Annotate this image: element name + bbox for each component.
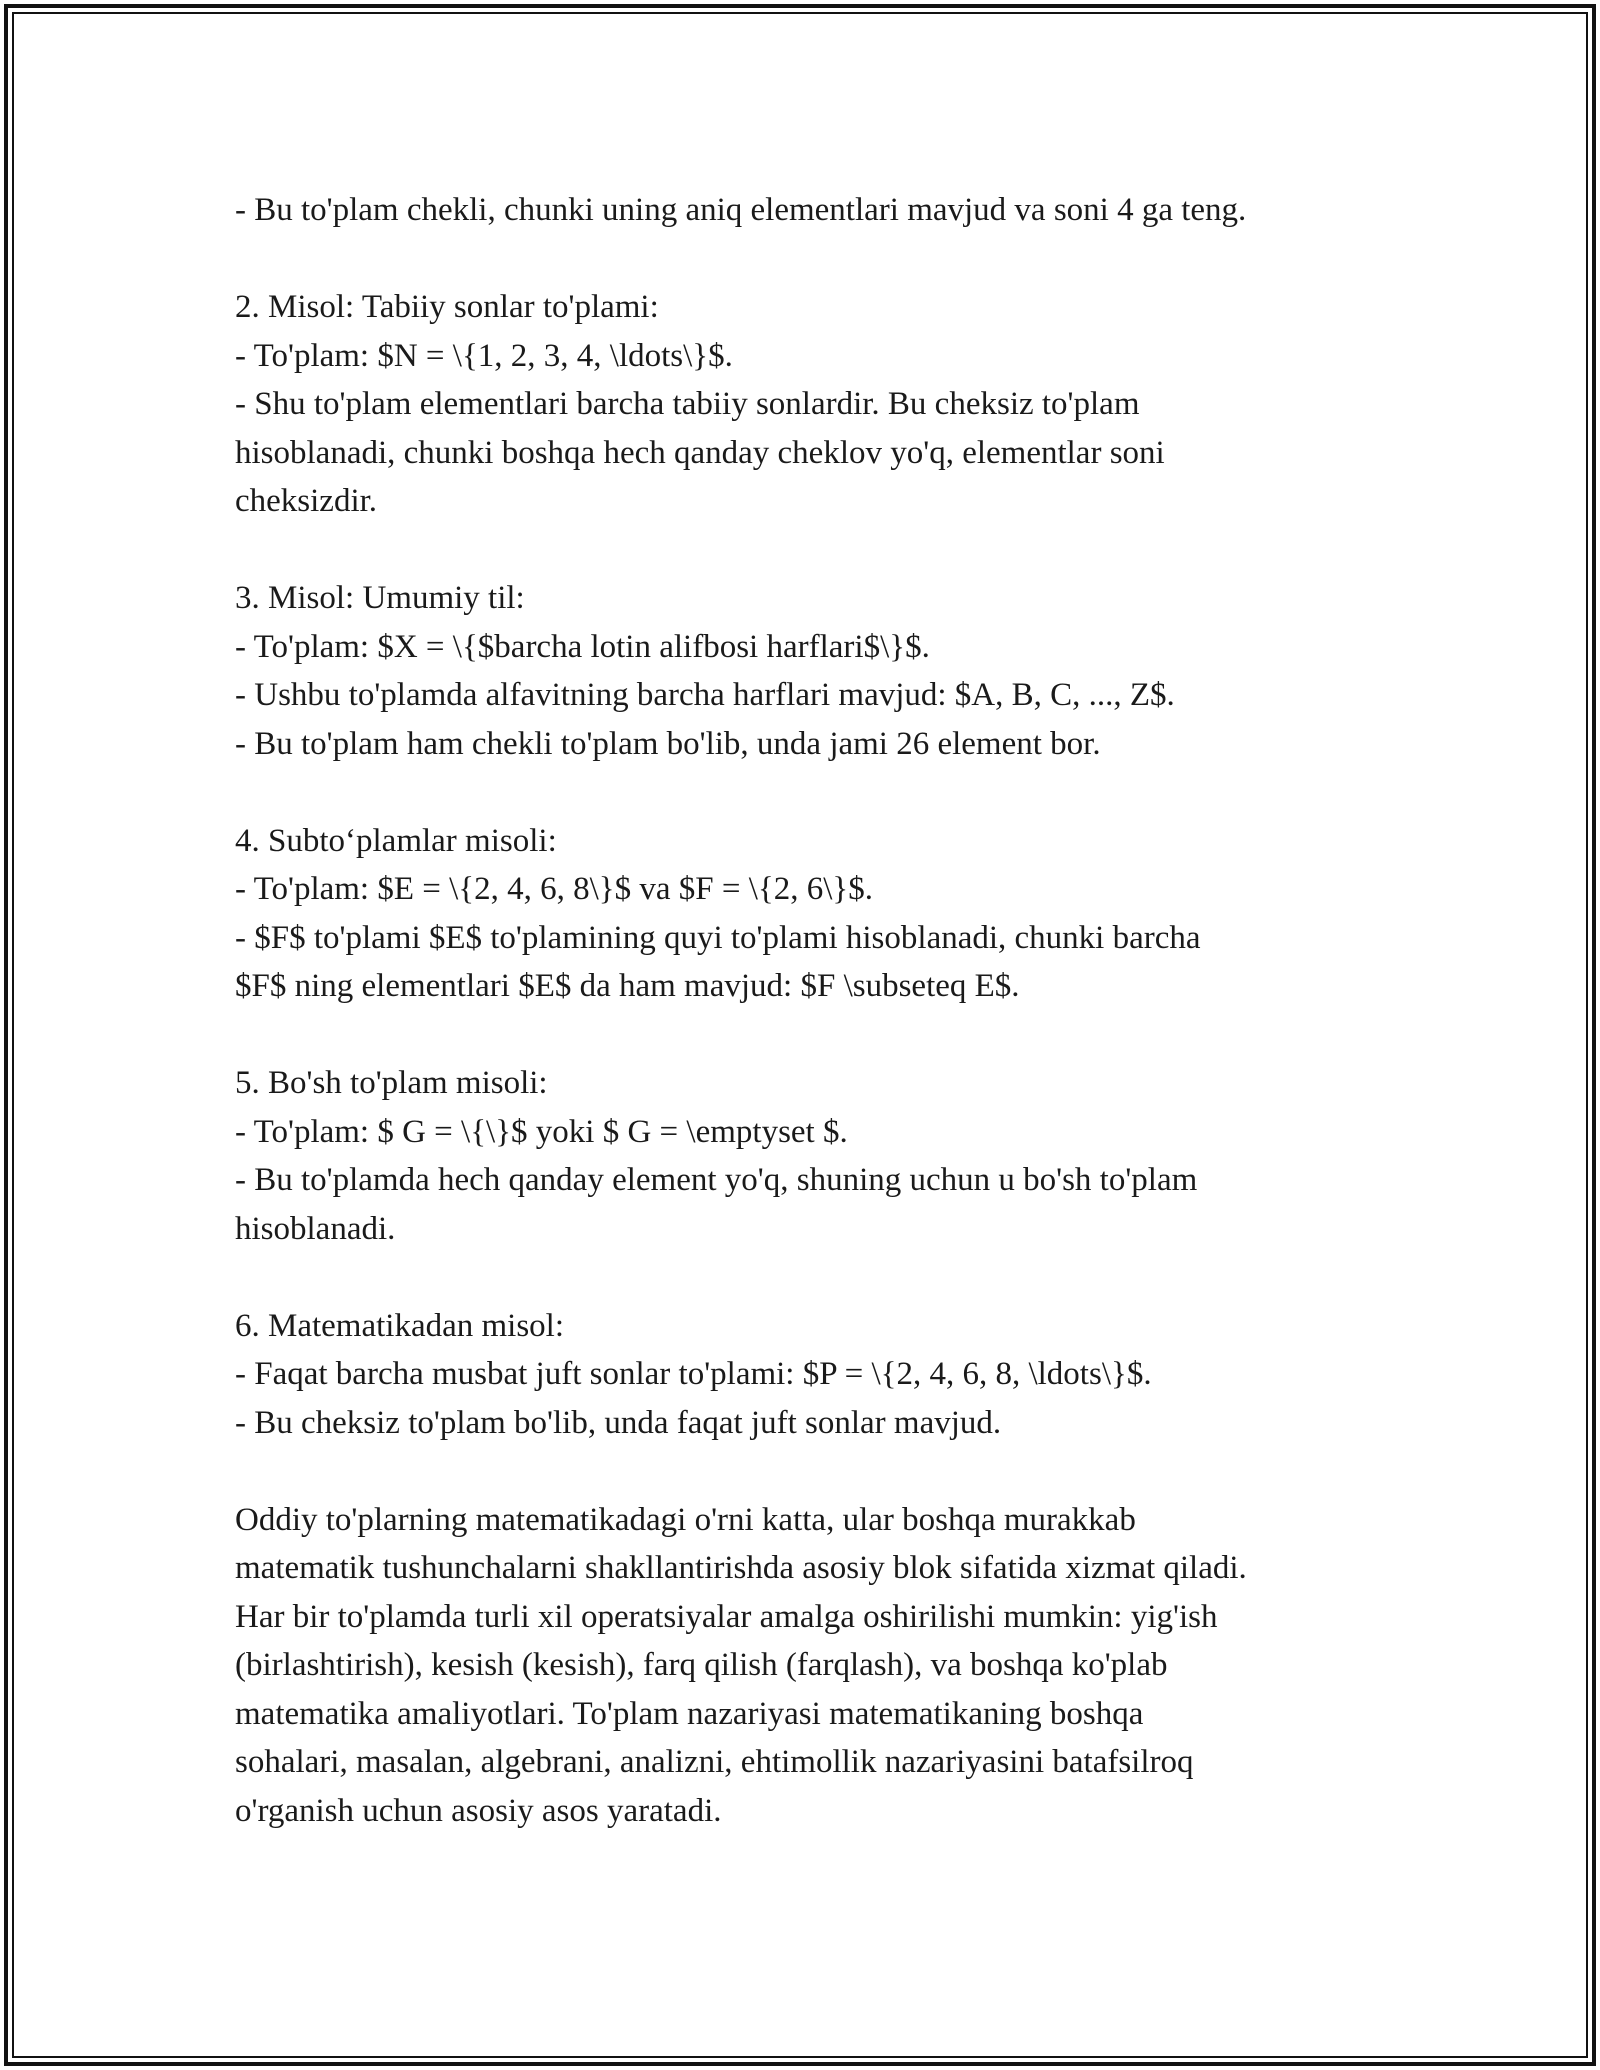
text-line: - $F$ to'plami $E$ to'plamining quyi to'plami hisoblanadi, chunki barcha <box>235 919 1201 956</box>
text-line: - To'plam: $N = \{1, 2, 3, 4, \ldots\}$. <box>235 337 733 374</box>
paragraph-gap <box>235 1253 1375 1302</box>
text-line: matematika amaliyotlari. To'plam nazariyasi matematikaning boshqa <box>235 1695 1144 1732</box>
example-3 <box>235 574 1375 768</box>
text-line: cheksizdir. <box>235 483 378 519</box>
text-line: (birlashtirish), kesish (kesish), farq qilish (farqlash), va boshqa ko'plab <box>235 1647 1168 1683</box>
text-line: $F$ ning elementlari $E$ da ham mavjud: $F \subseteq E$. <box>235 968 1020 1004</box>
example-heading: 4. Subto‘plamlar misoli: <box>235 822 557 859</box>
text-line: - To'plam: $X = \{$barcha lotin alifbosi harflari$\}$. <box>235 628 930 665</box>
text-line: - Faqat barcha musbat juft sonlar to'plami: $P = \{2, 4, 6, 8, \ldots\}$. <box>235 1356 1152 1392</box>
text-line: Har bir to'plamda turli xil operatsiyalar amalga oshirilishi mumkin: yig'ish <box>235 1598 1218 1635</box>
text-line: - Shu to'plam elementlari barcha tabiiy sonlardir. Bu cheksiz to'plam <box>235 386 1140 422</box>
paragraph-gap <box>235 235 1375 284</box>
text-line: hisoblanadi. <box>235 1210 396 1247</box>
example-heading: 5. Bo'sh to'plam misoli: <box>235 1065 548 1101</box>
text-line: - Bu cheksiz to'plam bo'lib, unda faqat juft sonlar mavjud. <box>235 1404 1002 1441</box>
document-body <box>235 186 1375 1835</box>
paragraph-gap <box>235 1011 1375 1060</box>
paragraph-intro <box>235 186 1375 235</box>
example-heading: 6. Matematikadan misol: <box>235 1307 565 1344</box>
text-line: hisoblanadi, chunki boshqa hech qanday cheklov yo'q, elementlar soni <box>235 434 1165 471</box>
example-4 <box>235 817 1375 1011</box>
example-heading: 3. Misol: Umumiy til: <box>235 580 525 616</box>
example-6 <box>235 1302 1375 1448</box>
text-line: - To'plam: $E = \{2, 4, 6, 8\}$ va $F = \{2, 6\}$. <box>235 871 874 907</box>
text-line: - Bu to'plam ham chekli to'plam bo'lib, unda jami 26 element bor. <box>235 725 1101 762</box>
text-line: - Ushbu to'plamda alfavitning barcha harflari mavjud: $A, B, C, ..., Z$. <box>235 677 1175 713</box>
text-line: - Bu to'plam chekli, chunki uning aniq elementlari mavjud va soni 4 ga teng. <box>235 192 1247 228</box>
text-line: matematik tushunchalarni shakllantirishda asosiy blok sifatida xizmat qiladi. <box>235 1550 1247 1586</box>
text-line: - Bu to'plamda hech qanday element yo'q, shuning uchun u bo'sh to'plam <box>235 1162 1198 1198</box>
paragraph-gap <box>235 526 1375 575</box>
text-line: Oddiy to'plarning matematikadagi o'rni katta, ular boshqa murakkab <box>235 1501 1136 1538</box>
example-heading: 2. Misol: Tabiiy sonlar to'plami: <box>235 289 659 325</box>
paragraph-conclusion <box>235 1496 1375 1836</box>
paragraph-gap <box>235 768 1375 817</box>
paragraph-gap <box>235 1447 1375 1496</box>
text-line: - To'plam: $ G = \{\}$ yoki $ G = \emptyset $. <box>235 1113 848 1150</box>
text-line: sohalari, masalan, algebrani, analizni, ehtimollik nazariyasini batafsilroq <box>235 1744 1194 1780</box>
example-2 <box>235 283 1375 526</box>
text-line: o'rganish uchun asosiy asos yaratadi. <box>235 1792 722 1829</box>
example-5 <box>235 1059 1375 1253</box>
